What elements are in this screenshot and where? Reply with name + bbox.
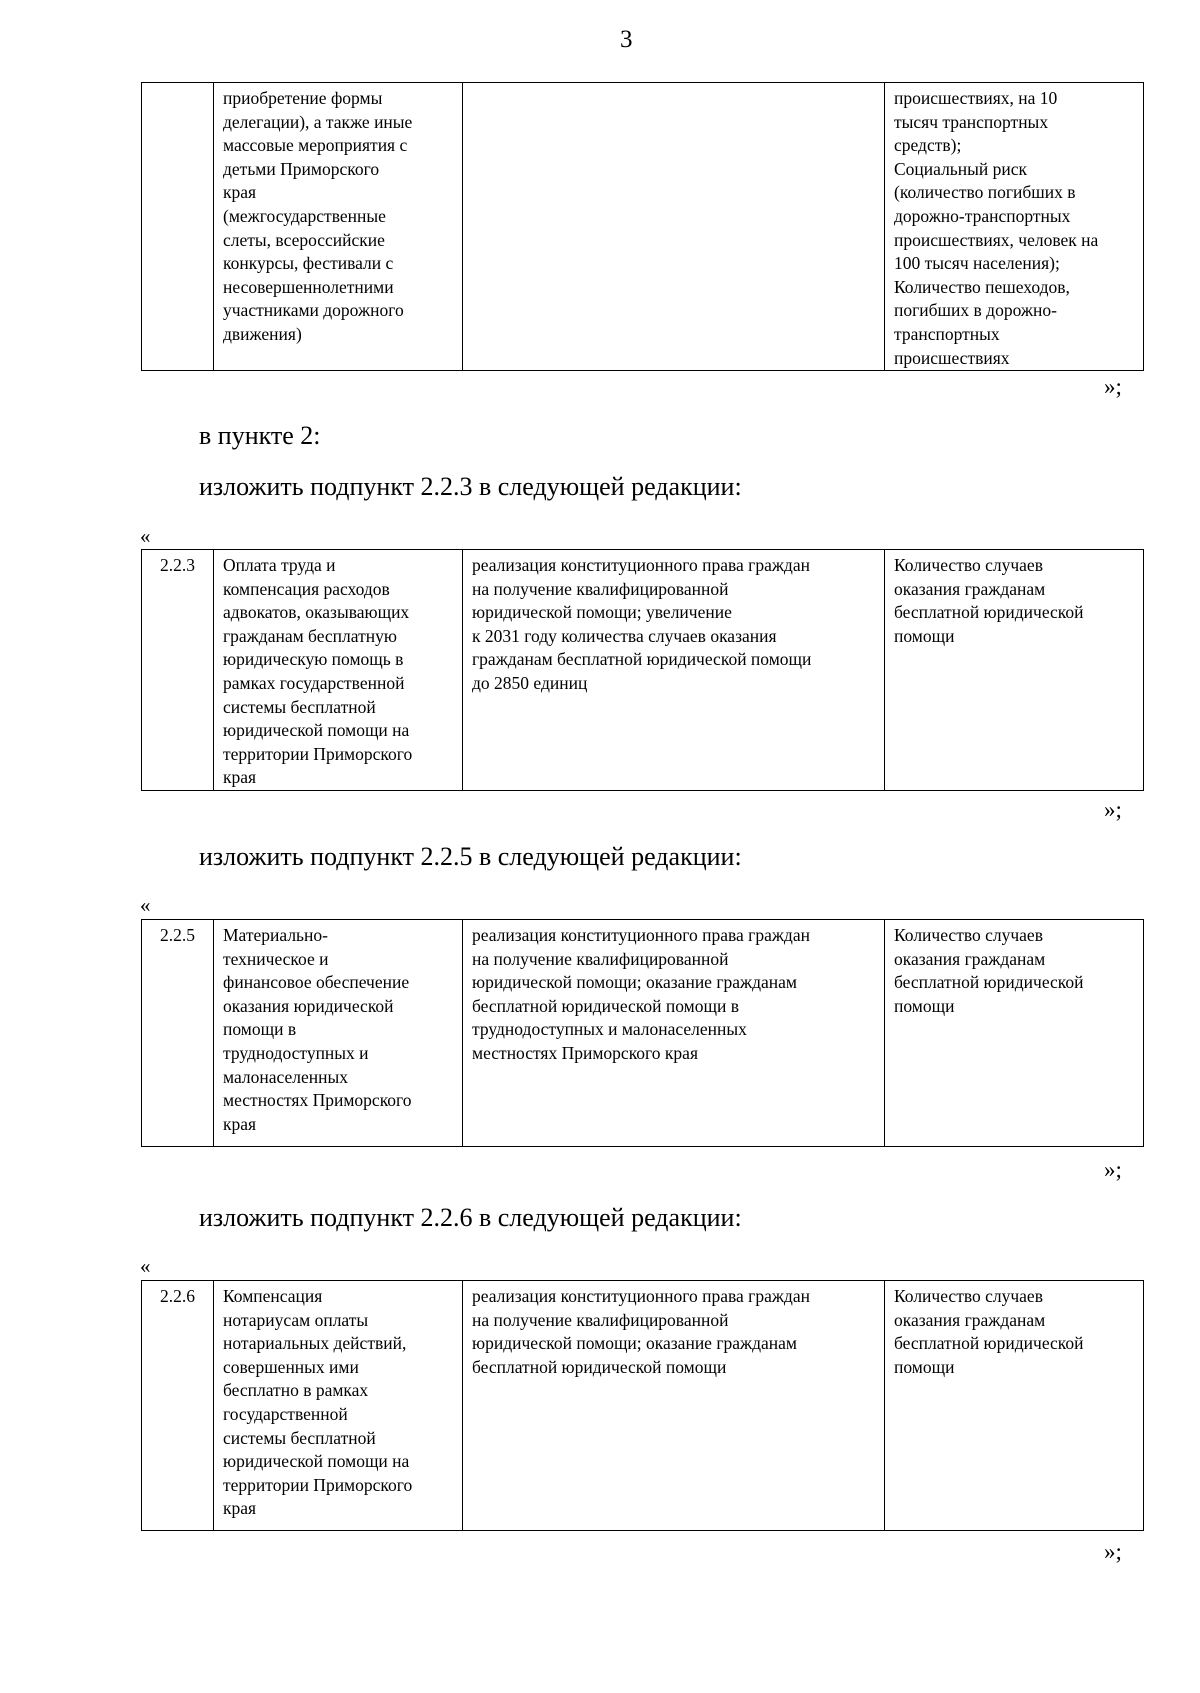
cell-text-line: Социальный риск (894, 158, 1028, 179)
expected-result-cell (463, 1281, 885, 1531)
measure-name-cell (214, 920, 463, 1147)
cell-text-line: происшествиях (894, 347, 1010, 368)
cell-text-line: оказания гражданам (894, 948, 1046, 969)
cell-text-line: реализация конституционного права граждан (472, 925, 810, 945)
cell-text-line: Компенсация (223, 1286, 323, 1306)
cell-text-line: к 2031 году количества случаев оказания (472, 625, 777, 646)
cell-text-line: помощи (894, 1356, 955, 1377)
cell-text-line: бесплатной юридической помощи в (472, 995, 739, 1016)
cell-text-line: нотариусам оплаты (223, 1309, 369, 1330)
closing-quote: »; (1104, 797, 1122, 822)
measure-table-2-2-3 (141, 549, 1144, 791)
cell-text-line: детьми Приморского (223, 158, 380, 179)
cell-text-line: несовершеннолетними (223, 276, 394, 297)
opening-quote: « (140, 1254, 151, 1278)
cell-text-line: помощи в (223, 1019, 297, 1040)
item-number-cell: 2.2.3 (142, 550, 214, 791)
cell-text-line: происшествиях, на 10 (894, 88, 1058, 108)
cell-text-line: бесплатной юридической (894, 1333, 1084, 1354)
cell-text-line: 100 тысяч населения); (894, 253, 1060, 274)
indicator-cell (885, 1281, 1144, 1531)
cell-text-line: совершенных ими (223, 1356, 359, 1377)
measure-name-cell (214, 83, 463, 371)
page-number: 3 (620, 26, 633, 53)
cell-text-line: конкурсы, фестивали с (223, 253, 394, 274)
table-row (142, 83, 1144, 371)
opening-quote: « (140, 893, 151, 917)
cell-text-line: реализация конституционного права граждан (472, 1286, 810, 1306)
cell-text-line: движения) (223, 323, 302, 344)
expected-result-cell (463, 920, 885, 1147)
cell-text-line: массовые мероприятия с (223, 135, 408, 156)
cell-text-line: тысяч транспортных (894, 111, 1049, 132)
cell-text-line: происшествиях, человек на (894, 229, 1099, 250)
cell-text-line: юридическую помощь в (223, 649, 404, 670)
cell-text-line: территории Приморского (223, 743, 413, 764)
item-number-cell (142, 83, 214, 371)
cell-text-line: приобретение формы (223, 88, 383, 108)
cell-text-line: на получение квалифицированной (472, 578, 729, 599)
cell-text-line: Количество пешеходов, (894, 276, 1070, 297)
cell-text-line: до 2850 единиц (472, 672, 588, 693)
cell-text-line: слеты, всероссийские (223, 229, 385, 250)
cell-text-line: государственной (223, 1403, 348, 1424)
table-row (142, 1281, 1144, 1531)
indicator-cell (885, 920, 1144, 1147)
cell-text-line: оказания гражданам (894, 578, 1046, 599)
measure-name-cell (214, 550, 463, 791)
cell-text-line: территории Приморского (223, 1474, 413, 1495)
cell-text-line: юридической помощи; оказание гражданам (472, 1333, 797, 1354)
cell-text-line: края (223, 767, 257, 788)
paragraph-point-heading: в пункте 2: (199, 421, 321, 450)
cell-text-line: края (223, 1113, 257, 1134)
item-number-cell: 2.2.6 (142, 1281, 214, 1531)
closing-quote: »; (1104, 1157, 1122, 1182)
cell-text-line: транспортных (894, 323, 1000, 344)
cell-text-line: труднодоступных и (223, 1042, 369, 1063)
cell-text-line: Количество случаев (894, 555, 1043, 575)
instruction-text: изложить подпункт 2.2.5 в следующей редакции: (199, 842, 742, 871)
indicator-cell (885, 550, 1144, 791)
instruction-text: изложить подпункт 2.2.6 в следующей редакции: (199, 1203, 742, 1232)
cell-text-line: рамках государственной (223, 672, 405, 693)
cell-text-line: бесплатной юридической (894, 602, 1084, 623)
cell-text-line: оказания гражданам (894, 1309, 1046, 1330)
item-number-cell: 2.2.5 (142, 920, 214, 1147)
table-row (142, 550, 1144, 791)
measure-table-2-2-5 (141, 919, 1144, 1147)
cell-text-line: делегации), а также иные (223, 111, 413, 132)
cell-text-line: юридической помощи; увеличение (472, 602, 732, 623)
cell-text-line: труднодоступных и малонаселенных (472, 1019, 747, 1040)
closing-quote: »; (1104, 1539, 1122, 1564)
measure-name-cell (214, 1281, 463, 1531)
opening-quote: « (140, 524, 151, 548)
cell-text-line: юридической помощи на (223, 720, 410, 741)
cell-text-line: Количество случаев (894, 1286, 1043, 1306)
expected-result-cell (463, 83, 885, 371)
instruction-text: изложить подпункт 2.2.3 в следующей редакции: (199, 472, 742, 501)
cell-text-line: оказания юридической (223, 995, 394, 1016)
cell-text-line: бесплатно в рамках (223, 1380, 369, 1401)
cell-text-line: нотариальных действий, (223, 1333, 407, 1354)
indicator-cell (885, 83, 1144, 371)
cell-text-line: местностях Приморского края (472, 1042, 698, 1063)
cell-text-line: (межгосударственные (223, 205, 386, 226)
cell-text-line: гражданам бесплатной юридической помощи (472, 649, 812, 670)
cell-text-line: участниками дорожного (223, 300, 404, 321)
cell-text-line: Оплата труда и (223, 555, 336, 575)
cell-text-line: реализация конституционного права граждан (472, 555, 810, 575)
cell-text-line: системы бесплатной (223, 696, 376, 717)
measures-table-continuation (141, 82, 1144, 371)
cell-text-line: дорожно-транспортных (894, 205, 1071, 226)
cell-text-line: на получение квалифицированной (472, 948, 729, 969)
cell-text-line: Количество случаев (894, 925, 1043, 945)
cell-text-line: финансовое обеспечение (223, 972, 410, 993)
cell-text-line: малонаселенных (223, 1066, 348, 1087)
cell-text-line: помощи (894, 625, 955, 646)
cell-text-line: края (223, 182, 257, 203)
cell-text-line: юридической помощи; оказание гражданам (472, 972, 797, 993)
cell-text-line: бесплатной юридической (894, 972, 1084, 993)
expected-result-cell (463, 550, 885, 791)
cell-text-line: помощи (894, 995, 955, 1016)
cell-text-line: края (223, 1498, 257, 1519)
cell-text-line: бесплатной юридической помощи (472, 1356, 727, 1377)
cell-text-line: компенсация расходов (223, 578, 390, 599)
cell-text-line: местностях Приморского (223, 1090, 412, 1111)
table-row (142, 920, 1144, 1147)
measure-table-2-2-6 (141, 1280, 1144, 1531)
cell-text-line: адвокатов, оказывающих (223, 602, 410, 623)
cell-text-line: на получение квалифицированной (472, 1309, 729, 1330)
cell-text-line: системы бесплатной (223, 1427, 376, 1448)
cell-text-line: юридической помощи на (223, 1451, 410, 1472)
cell-text-line: средств); (894, 135, 962, 156)
cell-text-line: Материально- (223, 925, 328, 945)
closing-quote: »; (1104, 374, 1122, 399)
cell-text-line: гражданам бесплатную (223, 625, 397, 646)
cell-text-line: погибших в дорожно- (894, 300, 1057, 321)
cell-text-line: техническое и (223, 948, 329, 969)
cell-text-line: (количество погибших в (894, 182, 1076, 203)
